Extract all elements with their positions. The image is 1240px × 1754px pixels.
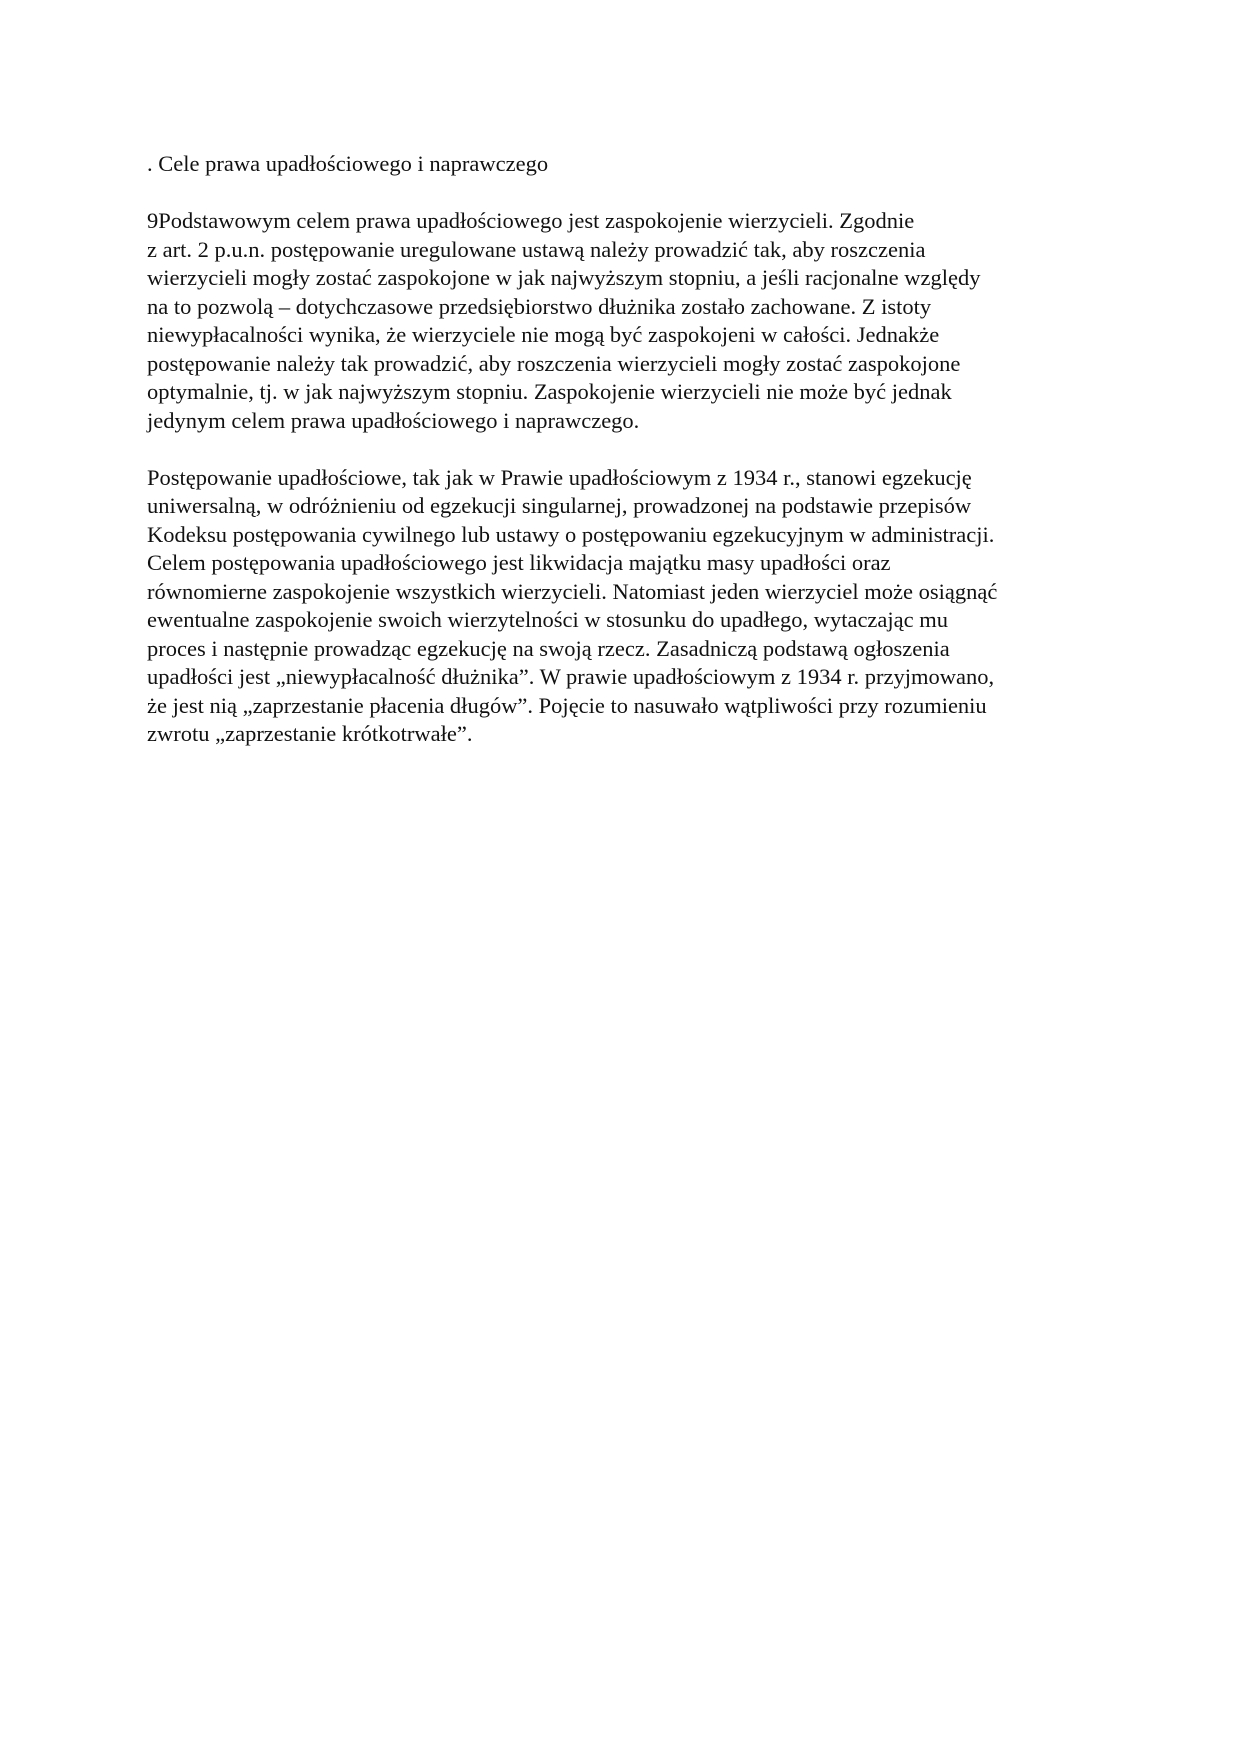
paragraph-line: Celem postępowania upadłościowego jest likwidacja majątku masy upadłości oraz: [147, 550, 891, 575]
paragraph-line: uniwersalną, w odróżnieniu od egzekucji singularnej, prowadzonej na podstawie przepisów: [147, 493, 972, 518]
paragraph-line: proces i następnie prowadząc egzekucję na swoją rzecz. Zasadniczą podstawą ogłoszenia: [147, 635, 950, 661]
paragraph-line: na to pozwolą – dotychczasowe przedsiębiorstwo dłużnika zostało zachowane. Z istoty: [147, 293, 932, 319]
paragraph-2: [147, 464, 1107, 749]
paragraph-line: niewypłacalności wynika, że wierzyciele nie mogą być zaspokojeni w całości. Jednakże: [147, 322, 940, 347]
paragraph-line: optymalnie, tj. w jak najwyższym stopniu. Zaspokojenie wierzycieli nie może być jednak: [147, 379, 952, 404]
paragraph-line: upadłości jest „niewypłacalność dłużnika”. W prawie upadłościowym z 1934 r. przyjmowano,: [147, 664, 995, 689]
paragraph-line: Postępowanie upadłościowe, tak jak w Prawie upadłościowym z 1934 r., stanowi egzekucję: [147, 464, 972, 490]
document-body: [147, 150, 1107, 777]
paragraph-line: że jest nią „zaprzestanie płacenia długów”. Pojęcie to nasuwało wątpliwości przy rozumieniu: [147, 692, 987, 718]
document-title: . Cele prawa upadłościowego i naprawczego: [147, 151, 549, 176]
paragraph-line: z art. 2 p.u.n. postępowanie uregulowane ustawą należy prowadzić tak, aby roszczenia: [147, 236, 926, 262]
paragraph-line: Kodeksu postępowania cywilnego lub ustawy o postępowaniu egzekucyjnym w administracji.: [147, 521, 995, 547]
paragraph-line: wierzycieli mogły zostać zaspokojone w jak najwyższym stopniu, a jeśli racjonalne względy: [147, 265, 981, 290]
paragraph-line: ewentualne zaspokojenie swoich wierzytelności w stosunku do upadłego, wytaczając mu: [147, 607, 949, 632]
paragraph-line: zwrotu „zaprzestanie krótkotrwałe”.: [147, 721, 473, 746]
paragraph-line: jedynym celem prawa upadłościowego i naprawczego.: [147, 407, 640, 433]
paragraph-line: postępowanie należy tak prowadzić, aby roszczenia wierzycieli mogły zostać zaspokojone: [147, 350, 961, 376]
paragraph-line: równomierne zaspokojenie wszystkich wierzycieli. Natomiast jeden wierzyciel może osiągnąć: [147, 578, 998, 604]
paragraph-line: 9Podstawowym celem prawa upadłościowego jest zaspokojenie wierzycieli. Zgodnie: [147, 208, 915, 233]
paragraph-1: [147, 207, 1107, 435]
